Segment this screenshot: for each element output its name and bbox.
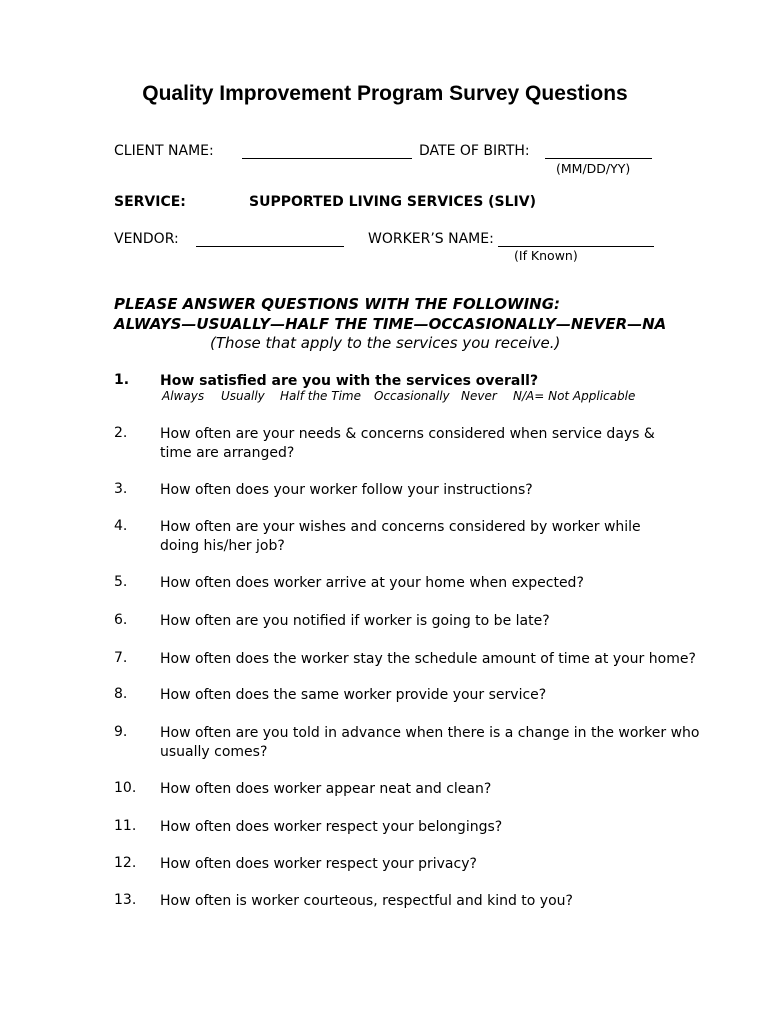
question-text: How often is worker courteous, respectful and kind to you? [160,893,573,909]
scale-option-never: Never [461,389,497,403]
scale-option-usually: Usually [221,389,265,403]
worker-name-label: WORKER’S NAME: [368,231,494,247]
vendor-field[interactable] [196,232,344,247]
question-text: How often does your worker follow your instructions? [160,482,533,498]
question-number: 11. [114,818,137,834]
question-number: 4. [114,518,128,534]
question-text [160,425,700,463]
question-line-1: How often are you told in advance when there is a change in the worker who [160,725,700,741]
question-text: How often does worker appear neat and clean? [160,781,492,797]
scale-option-na: N/A= Not Applicable [513,389,636,403]
question-number: 13. [114,892,137,908]
question-number: 3. [114,481,128,497]
question-number: 7. [114,650,128,666]
question-text: How often does worker arrive at your home when expected? [160,575,584,591]
question-line-2: time are arranged? [160,445,295,461]
dob-label: DATE OF BIRTH: [419,143,530,159]
instructions-line-2: ALWAYS—USUALLY—HALF THE TIME—OCCASIONALLY—NEVER—NA [114,315,667,333]
worker-name-field[interactable] [498,232,654,247]
question-line-1: How often are your needs & concerns considered when service days & [160,426,655,442]
page-title: Quality Improvement Program Survey Questions [142,82,628,105]
question-number: 5. [114,574,128,590]
question-text: How often does worker respect your belongings? [160,819,503,835]
scale-option-half-the-time: Half the Time [280,389,361,403]
question-number: 10. [114,780,137,796]
question-line-1: How often are your wishes and concerns considered by worker while [160,519,641,535]
question-line-2: usually comes? [160,744,268,760]
service-label: SERVICE: [114,194,186,210]
question-line-2: doing his/her job? [160,538,285,554]
question-text: How often does the worker stay the schedule amount of time at your home? [160,651,696,667]
question-number: 2. [114,425,128,441]
question-text [160,724,700,762]
instructions-line-1: PLEASE ANSWER QUESTIONS WITH THE FOLLOWING: [114,295,561,313]
question-text: How often does the same worker provide your service? [160,687,547,703]
instructions-line-3: (Those that apply to the services you receive.) [210,334,561,352]
question-number: 12. [114,855,137,871]
vendor-label: VENDOR: [114,231,179,247]
client-name-field[interactable] [242,144,412,159]
question-text: How often does worker respect your privacy? [160,856,477,872]
question-text: How often are you notified if worker is going to be late? [160,613,550,629]
dob-hint: (MM/DD/YY) [556,161,631,176]
question-text [160,518,700,556]
scale-option-occasionally: Occasionally [374,389,450,403]
worker-name-hint: (If Known) [514,248,578,263]
question-number: 1. [114,372,130,388]
question-number: 6. [114,612,128,628]
scale-option-always: Always [162,389,205,403]
question-text: How satisfied are you with the services overall? [160,373,539,389]
question-number: 8. [114,686,128,702]
question-number: 9. [114,724,128,740]
service-value: SUPPORTED LIVING SERVICES (SLIV) [249,194,536,210]
dob-field[interactable] [545,144,652,159]
client-name-label: CLIENT NAME: [114,143,214,159]
